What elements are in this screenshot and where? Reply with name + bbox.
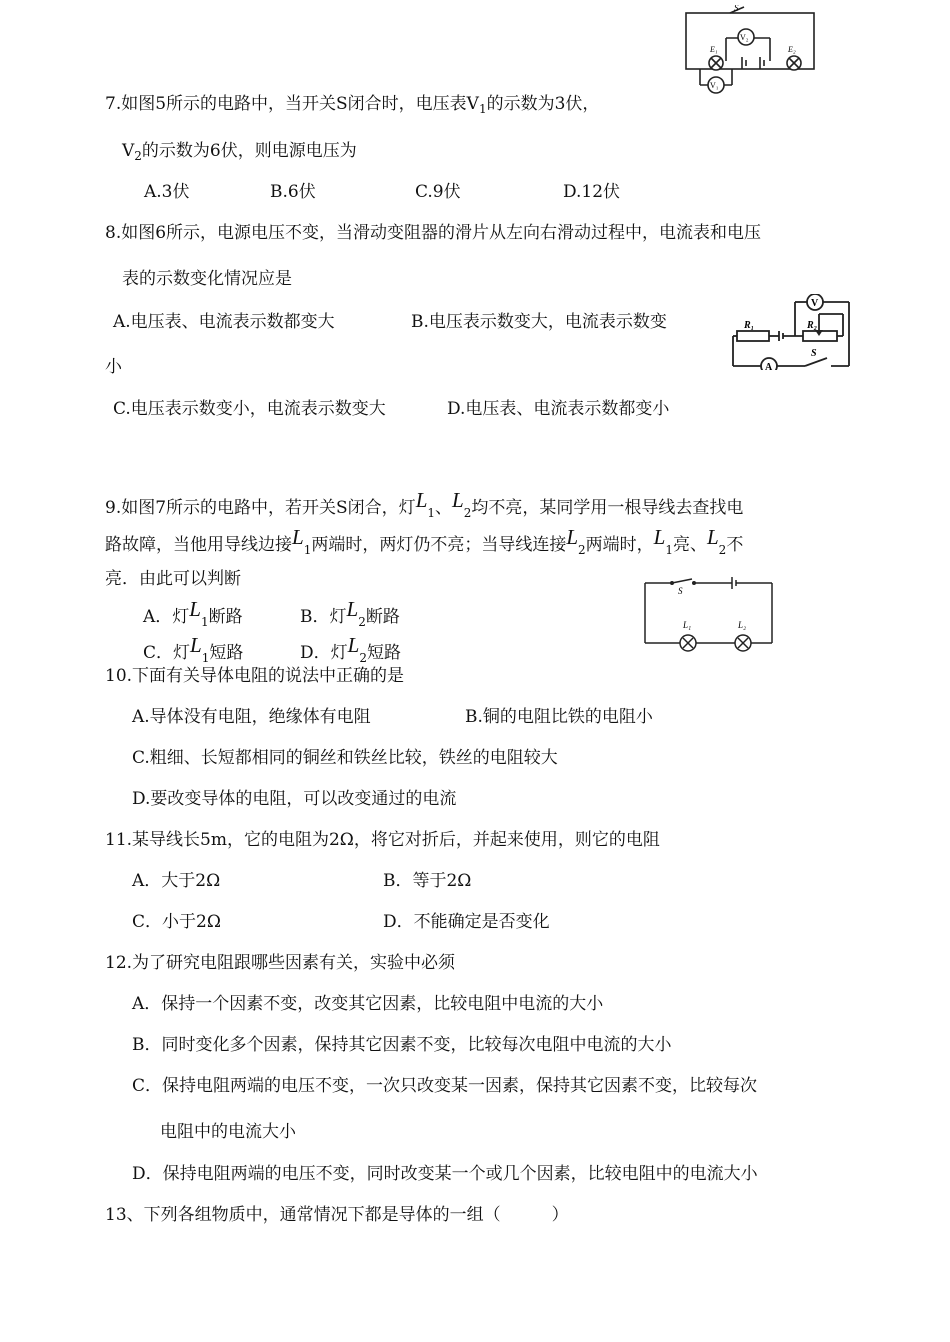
fig6-label-v: V [811,298,819,309]
q10-option-d: D.要改变导体的电阻，可以改变通过的电流 [132,789,457,809]
figure-5-circuit [680,5,820,97]
q7-option-d: D.12伏 [563,182,621,202]
q9-option-b [300,597,400,629]
fig7-label-s: S [678,586,683,596]
fig6-label-s: S [811,348,817,359]
q9-c-post: 短路 [209,643,244,663]
q8-option-d: D.电压表、电流表示数都变小 [447,399,670,419]
fig5-label-e2: E₂ [788,45,796,54]
q9-b-pre: B．灯 [300,607,347,627]
q9-text-2c: 两端时， [585,535,654,555]
q12-option-a: A．保持一个因素不变，改变其它因素，比较电阻中电流的大小 [132,994,604,1014]
q7-stem-line2 [122,140,357,163]
q9-L-letter: L [346,597,359,621]
q7-stem-text: 7.如图5所示的电路中，当开关S闭合时，电压表V [105,94,479,114]
q7-stem-tail2: 的示数为6伏，则电源电压为 [141,141,357,161]
fig6-label-r2: R₂ [807,320,818,331]
q7-option-b: B.6伏 [270,182,316,202]
q9-L-letter: L [566,525,579,549]
q8-stem-line2: 表的示数变化情况应是 [122,269,292,289]
q9-L-letter: L [189,597,201,621]
q9-L-letter: L [706,525,719,549]
q10-stem: 10.下面有关导体电阻的说法中正确的是 [105,666,405,686]
q9-stem-line1 [105,488,744,520]
q9-sub-2: 2 [718,543,727,557]
fig7-label-l2: L₂ [738,620,747,630]
q9-text-2a: 路故障，当他用导线边接 [105,535,292,555]
q11-stem: 11.某导线长5m，它的电阻为2Ω，将它对折后，并起来使用，则它的电阻 [105,830,660,850]
q9-option-c [143,633,244,665]
q9-L-letter: L [190,633,202,657]
q7-stem-tail: 的示数为3伏， [486,94,600,114]
fig7-label-l1: L₁ [683,620,692,630]
q9-sub-1: 1 [665,543,673,557]
q11-option-d: D．不能确定是否变化 [383,912,550,932]
q9-sub-2: 2 [578,543,586,557]
q12-option-b: B．同时变化多个因素，保持其它因素不变，比较每次电阻中电流的大小 [132,1035,672,1055]
q9-text-2d: 亮、 [672,535,707,555]
fig6-label-a: A [765,362,773,370]
q9-a-pre: A．灯 [143,607,190,627]
fig5-label-v2: V₂ [740,33,749,42]
q10-option-b: B.铜的电阻比铁的电阻小 [465,707,653,727]
q8-option-a: A.电压表、电流表示数都变大 [113,312,335,332]
q9-sub-1: 1 [200,615,209,629]
q9-sub-1: 1 [427,506,436,520]
q11-option-a: A．大于2Ω [132,871,221,891]
q9-text-1a: 9.如图7所示的电路中，若开关S闭合，灯 [105,498,416,518]
q12-stem: 12.为了研究电阻跟哪些因素有关，实验中必须 [105,953,456,973]
figure-6-circuit [727,294,857,370]
q9-L-letter: L [415,488,428,512]
q8-stem-line1: 8.如图6所示，电源电压不变，当滑动变阻器的滑片从左向右滑动过程中，电流表和电压 [105,223,762,243]
q8-option-c: C.电压表示数变小，电流表示数变大 [113,399,386,419]
q12-option-d: D．保持电阻两端的电压不变，同时改变某一个或几个因素，比较电阻中的电流大小 [132,1164,758,1184]
q9-b-post: 断路 [365,607,400,627]
q9-L-letter: L [452,488,464,512]
q9-sep: 、 [435,498,453,518]
q9-d-pre: D．灯 [300,643,348,663]
q9-text-2b: 两端时，两灯仍不亮；当导线连接 [311,535,567,555]
q9-L-letter: L [347,633,360,657]
q9-text-2e: 不 [726,535,744,555]
fig6-label-r1: R₁ [744,320,755,331]
q12-option-c-line2: 电阻中的电流大小 [160,1122,296,1142]
q13-stem: 13、下列各组物质中，通常情况下都是导体的一组（ ） [105,1205,569,1225]
q7-v1-sub: 1 [478,102,487,116]
q9-L-letter: L [292,525,304,549]
q9-sub-2: 2 [463,506,472,520]
q9-a-post: 断路 [208,607,243,627]
q9-L-letter: L [653,525,666,549]
q10-option-a: A.导体没有电阻，绝缘体有电阻 [132,707,371,727]
q7-v2-label: V [122,141,135,161]
q9-option-a [143,597,243,629]
fig5-label-v1: V₁ [710,81,719,90]
q9-c-pre: C．灯 [143,643,191,663]
q11-option-c: C．小于2Ω [132,912,221,932]
q12-option-c-line1: C．保持电阻两端的电压不变，一次只改变某一因素，保持其它因素不变，比较每次 [132,1076,758,1096]
q9-stem-line3: 亮．由此可以判断 [105,569,241,589]
fig5-label-s: S [734,5,739,13]
q9-text-1b: 均不亮，某同学用一根导线去查找电 [471,498,744,518]
figure-7-circuit [640,575,780,657]
q9-stem-line2 [105,525,744,557]
q7-option-a: A.3伏 [144,182,190,202]
q8-option-b: B.电压表示数变大，电流表示数变 [411,312,667,332]
q11-option-b: B．等于2Ω [383,871,472,891]
q9-option-d [300,633,401,665]
q9-sub-2: 2 [359,651,367,665]
q9-sub-1: 1 [201,651,210,665]
q9-d-post: 短路 [366,643,401,663]
q7-v2-sub: 2 [134,149,142,163]
q7-stem-line1 [105,93,599,116]
q8-option-b-wrap: 小 [105,357,122,377]
q7-option-c: C.9伏 [415,182,461,202]
fig5-label-e1: E₁ [710,45,718,54]
q9-sub-1: 1 [303,543,312,557]
q10-option-c: C.粗细、长短都相同的铜丝和铁丝比较，铁丝的电阻较大 [132,748,558,768]
q9-sub-2: 2 [358,615,366,629]
